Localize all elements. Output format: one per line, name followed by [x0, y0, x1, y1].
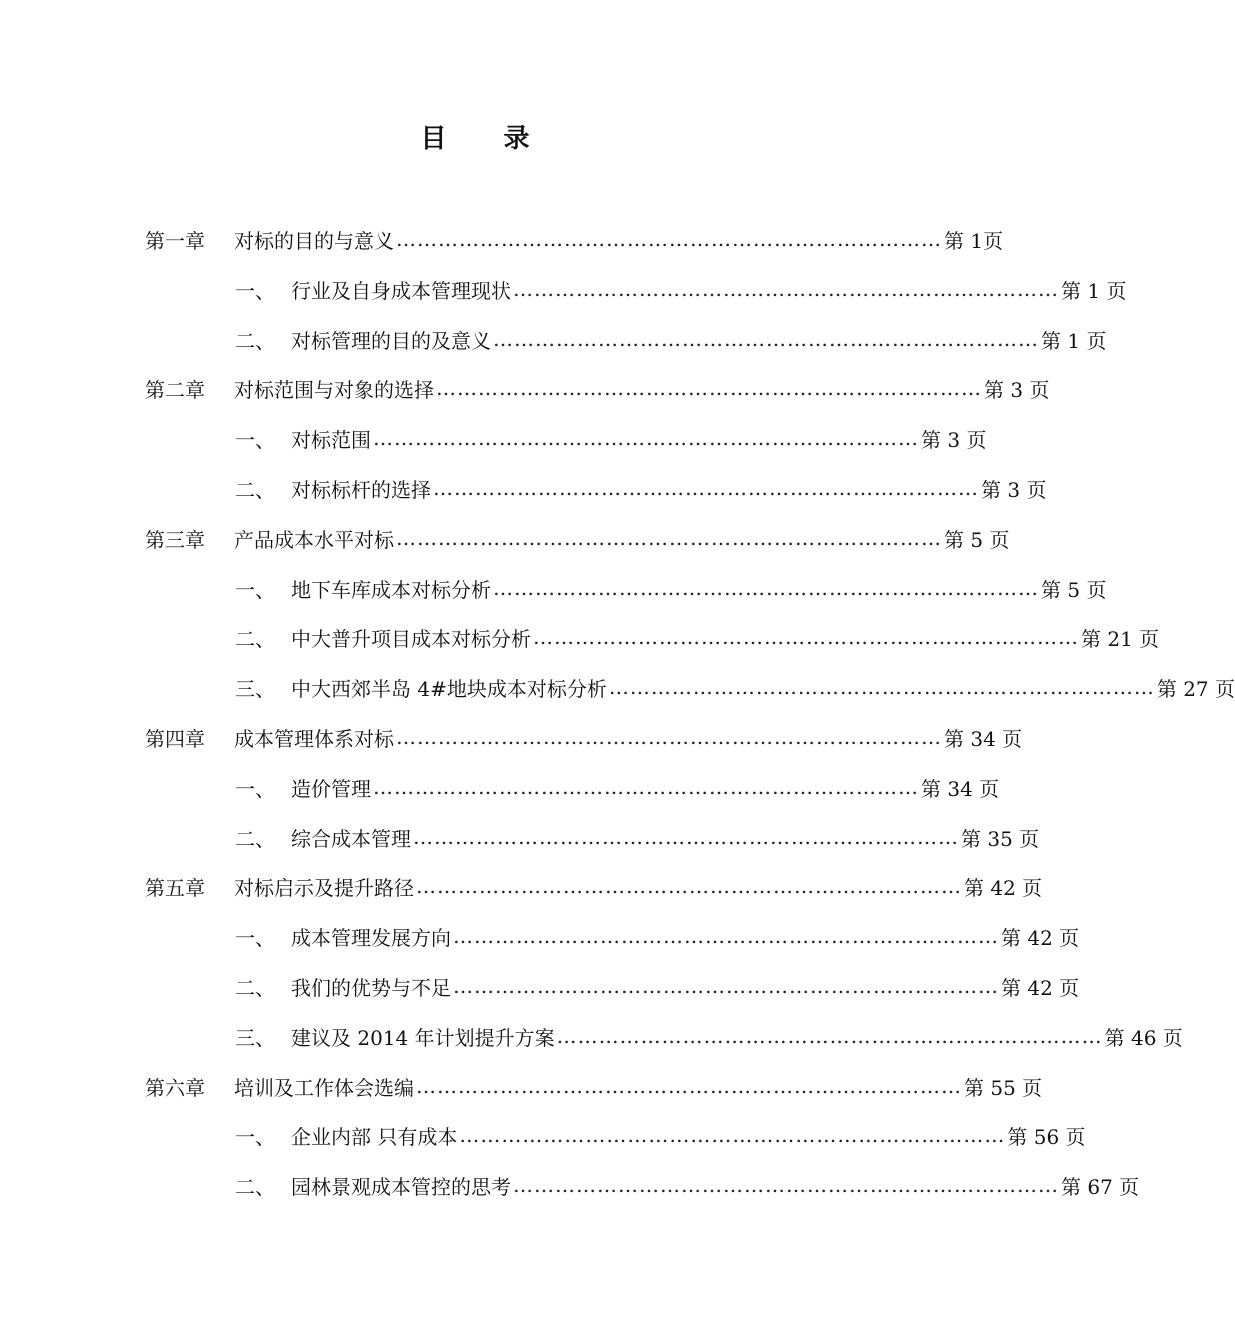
toc-number: 一、	[235, 776, 275, 801]
dot-leader: ……………………………………………………………………	[373, 775, 919, 799]
toc-label: 中大西郊半岛 4#地块成本对标分析	[291, 676, 607, 701]
dot-leader: ……………………………………………………………………	[453, 924, 999, 948]
toc-page: 第 35 页	[961, 826, 1040, 851]
toc-number: 三、	[235, 676, 275, 701]
toc-page: 第 1 页	[1061, 278, 1127, 303]
toc-label: 对标启示及提升路径	[234, 875, 414, 900]
toc-number: 一、	[235, 278, 275, 303]
toc-number: 第五章	[145, 875, 205, 900]
toc-entry-section[interactable]	[235, 473, 1047, 503]
toc-page: 第 55 页	[964, 1075, 1043, 1100]
toc-label: 对标标杆的选择	[291, 477, 431, 502]
toc-number: 三、	[235, 1025, 275, 1050]
toc-entry-section[interactable]	[235, 971, 1080, 1001]
toc-entry-section[interactable]	[235, 1021, 1183, 1051]
dot-leader: ……………………………………………………………………	[513, 277, 1059, 301]
toc-number: 第一章	[145, 228, 205, 253]
dot-leader: ……………………………………………………………………	[556, 1024, 1103, 1048]
dot-leader: ……………………………………………………………………	[396, 725, 942, 749]
toc-label: 培训及工作体会选编	[234, 1075, 414, 1100]
toc-label: 造价管理	[291, 776, 371, 801]
toc-page: 第 3 页	[981, 477, 1047, 502]
toc-entry-section[interactable]	[235, 274, 1127, 304]
dot-leader: ……………………………………………………………………	[453, 974, 999, 998]
toc-label: 中大普升项目成本对标分析	[291, 626, 531, 651]
toc-entry-chapter-1[interactable]	[145, 224, 1004, 254]
toc-number: 第三章	[145, 527, 205, 552]
toc-page: 第 27 页	[1156, 676, 1235, 701]
toc-label: 企业内部 只有成本	[291, 1124, 458, 1149]
toc-label: 地下车库成本对标分析	[291, 577, 491, 602]
toc-number: 一、	[235, 577, 275, 602]
dot-leader: ……………………………………………………………………	[608, 675, 1155, 699]
toc-entry-section[interactable]	[235, 1120, 1086, 1150]
dot-leader: ……………………………………………………………………	[459, 1123, 1006, 1147]
toc-page: 第 42 页	[964, 875, 1043, 900]
toc-entry-section[interactable]	[235, 672, 1235, 702]
toc-label: 成本管理体系对标	[234, 726, 394, 751]
toc-number: 第六章	[145, 1075, 205, 1100]
toc-label: 综合成本管理	[291, 826, 411, 851]
dot-leader: ……………………………………………………………………	[533, 625, 1079, 649]
toc-page: 第 1页	[944, 228, 1004, 253]
dot-leader: ……………………………………………………………………	[373, 426, 919, 450]
toc-entry-section[interactable]	[235, 1170, 1140, 1200]
toc-entry-chapter-2[interactable]	[145, 373, 1050, 403]
toc-number: 二、	[235, 1174, 275, 1199]
toc-number: 二、	[235, 328, 275, 353]
toc-entry-chapter-4[interactable]	[145, 722, 1023, 752]
toc-number: 二、	[235, 826, 275, 851]
dot-leader: ……………………………………………………………………	[493, 327, 1039, 351]
dot-leader: ……………………………………………………………………	[433, 476, 979, 500]
toc-label: 对标范围与对象的选择	[234, 377, 434, 402]
toc-page: 第 3 页	[984, 377, 1050, 402]
toc-entry-section[interactable]	[235, 772, 1000, 802]
toc-page: 第 3 页	[921, 427, 987, 452]
toc-page: 第 5 页	[944, 527, 1010, 552]
toc-entry-section[interactable]	[235, 324, 1107, 354]
toc-entry-chapter-5[interactable]	[145, 871, 1043, 901]
dot-leader: ……………………………………………………………………	[436, 376, 982, 400]
dot-leader: ……………………………………………………………………	[396, 526, 942, 550]
toc-label: 建议及 2014 年计划提升方案	[291, 1025, 555, 1050]
toc-label: 成本管理发展方向	[291, 925, 451, 950]
toc-entry-section[interactable]	[235, 423, 987, 453]
toc-label: 我们的优势与不足	[291, 975, 451, 1000]
dot-leader: ……………………………………………………………………	[416, 1074, 962, 1098]
toc-label: 园林景观成本管控的思考	[291, 1174, 511, 1199]
toc-entry-section[interactable]	[235, 573, 1107, 603]
dot-leader: ……………………………………………………………………	[493, 576, 1039, 600]
dot-leader: ……………………………………………………………………	[413, 825, 959, 849]
toc-page: 第 67 页	[1061, 1174, 1140, 1199]
toc-page: 第 56 页	[1007, 1124, 1086, 1149]
toc-entry-section[interactable]	[235, 921, 1080, 951]
toc-page: 第 21 页	[1081, 626, 1160, 651]
toc-number: 第四章	[145, 726, 205, 751]
toc-page: 第 5 页	[1041, 577, 1107, 602]
toc-label: 对标管理的目的及意义	[291, 328, 491, 353]
toc-page: 第 46 页	[1104, 1025, 1183, 1050]
toc-page: 第 42 页	[1001, 975, 1080, 1000]
dot-leader: ……………………………………………………………………	[513, 1173, 1059, 1197]
toc-number: 一、	[235, 925, 275, 950]
dot-leader: ……………………………………………………………………	[416, 874, 962, 898]
toc-entry-chapter-3[interactable]	[145, 523, 1010, 553]
toc-label: 对标范围	[291, 427, 371, 452]
toc-label: 行业及自身成本管理现状	[291, 278, 511, 303]
toc-number: 一、	[235, 427, 275, 452]
toc-entry-section[interactable]	[235, 822, 1040, 852]
toc-page: 第 42 页	[1001, 925, 1080, 950]
toc-number: 二、	[235, 626, 275, 651]
toc-number: 一、	[235, 1124, 275, 1149]
page-title: 目 录	[420, 124, 554, 154]
toc-label: 产品成本水平对标	[234, 527, 394, 552]
toc-label: 对标的目的与意义	[234, 228, 394, 253]
toc-page: 第 34 页	[921, 776, 1000, 801]
toc-entry-chapter-6[interactable]	[145, 1071, 1043, 1101]
toc-number: 二、	[235, 975, 275, 1000]
toc-entry-section[interactable]	[235, 622, 1160, 652]
toc-number: 二、	[235, 477, 275, 502]
toc-page: 第 1 页	[1041, 328, 1107, 353]
toc-number: 第二章	[145, 377, 205, 402]
toc-page: 第 34 页	[944, 726, 1023, 751]
dot-leader: ……………………………………………………………………	[396, 227, 942, 251]
